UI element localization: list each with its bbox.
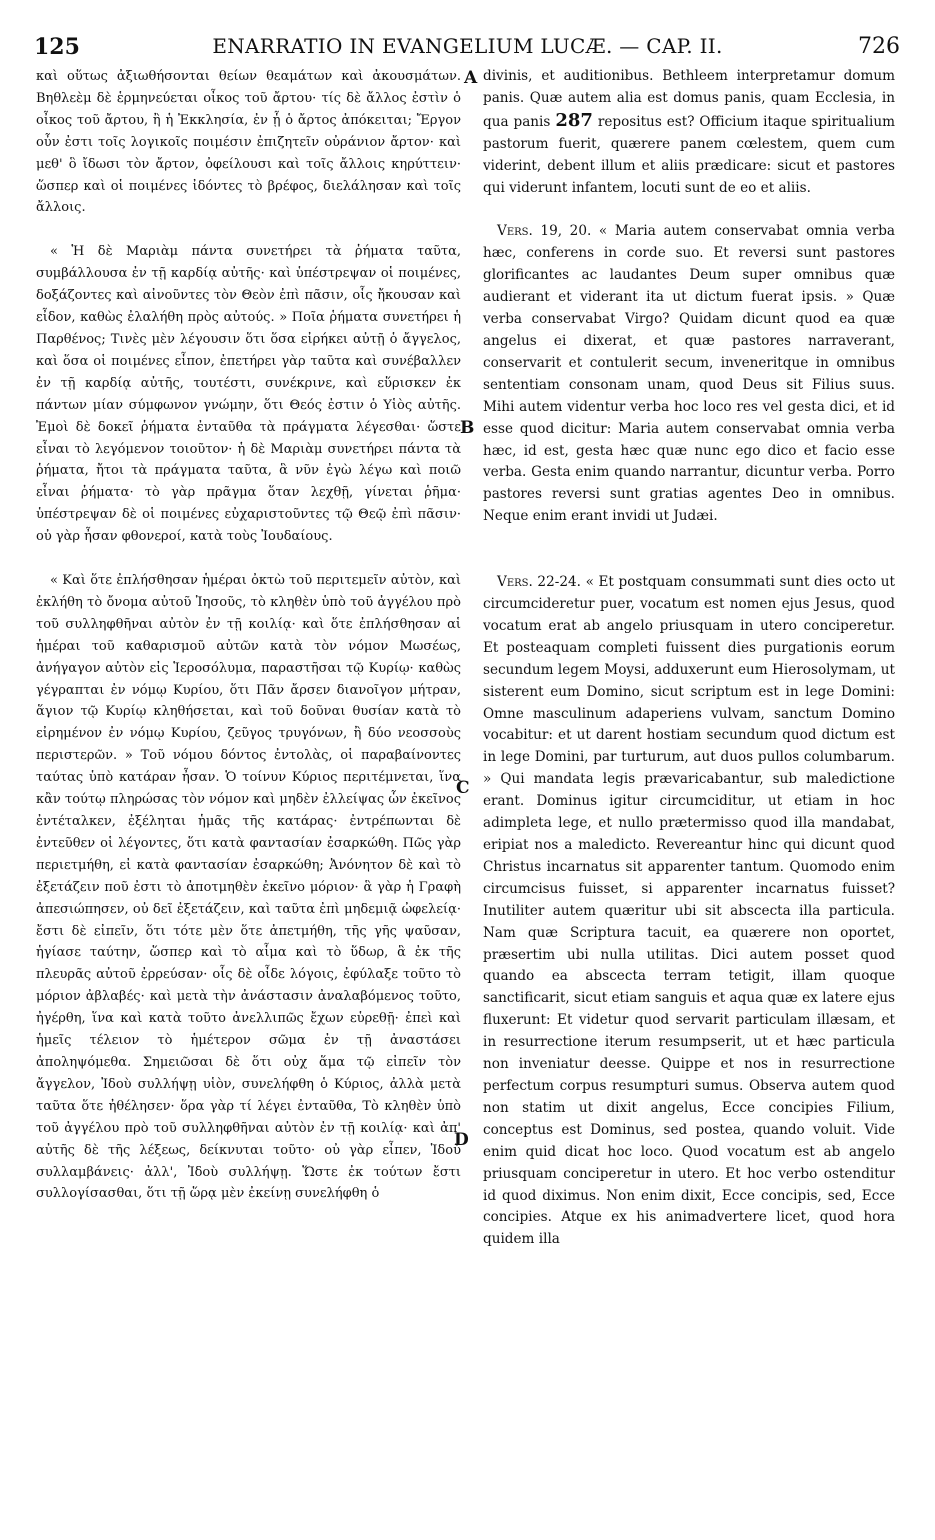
page-number-right: 726 — [858, 34, 900, 59]
latin-paragraph-2-text: « Maria autem conservabat omnia verba hæc, conferens in corde suo. Et reversi sunt pastores glorificantes ac laudantes Deum super omnibus quæ audierant et viderant ita ut dictum fuerat ipsis. » Quæ verba conservabat Virgo? Quidam dicunt quod ea quæ angelus ei dixerat, et quæ pastores narraverant, conservarit et contulerit secum, inveneritque in omnibus sententiam consonam unam, quod Deus sit Filius suus. Mihi autem videntur verba hoc loco res vel gesta dici, et id esse quod dicitur: Maria autem conservabat omnia verba hæc, id est, gesta hæc quæ nunc ego dico et facio esse verba. Gesta enim quando narrantur, dicuntur verba. Porro pastores reversi sunt gratias agentes Deo in omnibus. Neque enim erant invidi ut Judæi. — [483, 223, 895, 525]
column-number: 287 — [555, 109, 593, 131]
latin-paragraph-1 — [483, 66, 895, 199]
section-marker-c: C — [456, 778, 470, 798]
latin-paragraph-3 — [483, 572, 895, 1251]
running-header — [0, 34, 935, 64]
section-marker-d: D — [454, 1130, 469, 1150]
latin-column — [483, 66, 895, 1251]
greek-paragraph-3: « Καὶ ὅτε ἐπλήσθησαν ἡμέραι ὀκτὼ τοῦ περιτεμεῖν αὐτὸν, καὶ ἐκλήθη τὸ ὄνομα αὐτοῦ Ἰησοῦς, τὸ κληθὲν ὑπὸ τοῦ ἀγγέλου πρὸ τοῦ συλληφθῆναι αὐτὸν ἐν τῇ κοιλίᾳ· καὶ ὅτε ἐπλήσθησαν αἱ ἡμέραι τοῦ καθαρισμοῦ αὐτῶν κατὰ τὸν νόμον Μωσέως, ἀνήγαγον αὐτὸν εἰς Ἱεροσόλυμα, παραστῆσαι τῷ Κυρίῳ· καθὼς γέγραπται ἐν νόμῳ Κυρίου, ὅτι Πᾶν ἄρσεν διανοῖγον μήτραν, ἅγιον τῷ Κυρίῳ κληθήσεται, καὶ τοῦ δοῦναι θυσίαν κατὰ τὸ εἰρημένον ἐν νόμῳ Κυρίου, ζεῦγος τρυγόνων, ἢ δύο νεοσσοὺς περιστερῶν. » Τοῦ νόμου δόντος ἐντολὰς, οἱ παραβαίνοντες ταύτας ὑπὸ κατάραν ἦσαν. Ὁ τοίνυν Κύριος περιτέμνεται, ἵνα κἂν τούτῳ πληρώσας τὸν νόμον καὶ μηδὲν ἐλλείψας ὧν ἐκεῖνος ἐντέταλκεν, ἐξέληται ἡμᾶς τῆς κατάρας· ἐντρέπωνται δὲ ἐντεῦθεν οἱ λέγοντες, ὅτι κατὰ φαντασίαν ἐσαρκώθη. Πῶς γὰρ περιετμήθη, εἰ κατὰ φαντασίαν ἐσαρκώθη; Ἀνόνητον δὲ καὶ τὸ ἐξετάζειν ποῦ ἐστι τὸ ἀποτμηθὲν ἐκεῖνο μόριον· ἃ γὰρ ἡ Γραφὴ ἀπεσιώπησεν, οὐ δεῖ ἐξετάζειν, καὶ ταῦτα ἐπὶ μηδεμιᾷ ὠφελείᾳ· ἔστι δὲ εἰπεῖν, ὅτι τότε μὲν ὅτε ἀπετμήθη, τῆς γῆς ψαῦσαν, ἡγίασε ταύτην, ὥσπερ καὶ τὸ αἷμα καὶ τὸ ὕδωρ, ἃ ἐκ τῆς πλευρᾶς αὐτοῦ ἐρρεύσαν· οἷς δὲ οἶδε λόγοις, ἐφύλαξε τοῦτο τὸ μόριον ἀβλαβές· καὶ μετὰ τὴν ἀνάστασιν ἀναλαβόμενος τοῦτο, ἠγέρθη, ἵνα καὶ κατὰ τοῦτο ἀνελλιπῶς ἔχων εὑρεθῇ· ἐπεὶ καὶ ἡμεῖς τέλειον τὸ ἡμέτερον σῶμα ἐν τῇ ἀναστάσει ἀποληψόμεθα. Σημειῶσαι δὲ ὅτι οὐχ ἅμα τῷ εἰπεῖν τὸν ἄγγελον, Ἰδοὺ συλλήψῃ υἱὸν, συνελήφθη ὁ Κύριος, ἀλλὰ μετὰ ταῦτα ὅτε ἠθέλησεν· ὅρα γὰρ τί λέγει ἐνταῦθα, Τὸ κληθὲν ὑπὸ τοῦ ἀγγέλου πρὸ τοῦ συλληφθῆναι αὐτὸν ἐν τῇ κοιλίᾳ· καὶ ἀπ' αὐτῆς δὲ τῆς λέξεως, δείκνυται τοῦτο· οὐ γὰρ εἶπεν, Ἰδοὺ συλλαμβάνεις· ἀλλ', Ἰδοὺ συλλήψῃ. Ὥστε ἐκ τούτων ἔστι συλλογίσασθαι, ὅτι τῇ ὥρᾳ μὲν ἐκείνῃ συνελήφθη ὁ — [36, 573, 461, 1202]
section-marker-b: B — [460, 418, 475, 438]
greek-paragraph-1: καὶ οὕτως ἀξιωθήσονται θείων θεαμάτων καὶ ἀκουσμάτων. Βηθλεὲμ δὲ ἑρμηνεύεται οἶκος τοῦ ἄρτου· τίς δὲ ἄλλος ἐστὶν ὁ οἶκος τοῦ ἄρτου, ἢ ἡ Ἐκκλησία, ἐν ᾗ ὁ ἄρτος ἀπόκειται; Ἔργον οὖν ἐστι τοῖς λογικοῖς ποιμέσιν ἐπιζητεῖν οὐράνιον ἄρτον· καὶ μεθ' ὃ ἴδωσι τὸν ἄρτον, ὀφείλουσι καὶ τοῖς ἄλλοις κηρύττειν· ὥσπερ καὶ οἱ ποιμένες ἰδόντες τὸ βρέφος, διελάλησαν καὶ τοῖς ἄλλοις. — [36, 69, 461, 216]
running-title: ENARRATIO IN EVANGELIUM LUCÆ. — CAP. II. — [212, 34, 723, 58]
section-marker-a: A — [464, 68, 478, 88]
latin-paragraph-2 — [483, 221, 895, 528]
verse-reference-19-20: Vers. 19, 20. — [497, 223, 592, 240]
latin-paragraph-3-text: « Et postquam consummati sunt dies octo ut circumcideretur puer, vocatum est nomen ejus Jesus, quod vocatum erat ab angelo priusquam in utero conciperetur. Et posteaquam completi fuissent dies purgationis eorum secundum legem Moysi, adduxerunt eum Hierosolymam, ut sisterent eum Domino, sicut scriptum est in lege Domini: Omne masculinum adaperiens vulvam, sanctum Domino vocabitur: et ut darent hostiam secundum quod dictum est in lege Domini, par turturum, aut duos pullos columbarum. » Qui mandata legis prævaricabantur, sub maledictione erant. Dominus igitur circumciditur, ut etiam in hoc adimpleta lege, et nullo prætermisso quod illa mandabat, eripiat nos a maledicto. Revereantur hinc qui dicunt quod Christus incarnatus sit apparenter tantum. Quomodo enim circumcisus fuisset, si apparenter incarnatus fuisset? Inutiliter autem quæritur ubi sit abscecta illa particula. Nam quæ Scriptura tacuit, ea quærere non oportet, præsertim ubi nulla utilitas. Dici autem posset quod quando ea abscecta terram tetigit, illam quoque sanctificarit, sicut etiam sanguis et aqua quæ ex latere ejus fluxerunt: Et videtur quod servarit particulam illæsam, et in resurrectione iterum resumpserit, ut et hæc particula non inveniatur deesse. Quippe et nos in resurrectione perfectum corpus resumpturi sumus. Observa autem quod non statim ut dixit angelus, Ecce concipies Filium, conceptus est Dominus, sed postea, quando voluit. Vide enim quid dicat hoc loco. Quod vocatum est ab angelo priusquam conciperetur in utero. Et hoc verbo ostenditur id quod diximus. Non enim dixit, Ecce concipis, sed, Ecce concipies. Atque ex his animadvertere licet, quod hora quidem illa — [483, 574, 896, 1248]
latin-paragraph-1-part-2: repositus est? Officium itaque spiritualium pastorum fuerit, quærere panem cœlestem, quem cum viderint, debent illum et aliis prædicare: sicut et pastores qui viderunt infantem, locuti sunt de eo et aliis. — [483, 113, 895, 196]
greek-paragraph-2: « Ἡ δὲ Μαριὰμ πάντα συνετήρει τὰ ῥήματα ταῦτα, συμβάλλουσα ἐν τῇ καρδίᾳ αὐτῆς· καὶ ὑπέστρεψαν οἱ ποιμένες, δοξάζοντες καὶ αἰνοῦντες τὸν Θεὸν ἐπὶ πᾶσιν, οἷς ἤκουσαν καὶ εἶδον, καθὼς ἐλαλήθη πρὸς αὐτούς. » Ποῖα ῥήματα συνετήρει ἡ Παρθένος; Τινὲς μὲν λέγουσιν ὅτι ὅσα εἰρήκει αὐτῇ ὁ ἄγγελος, καὶ ὅσα οἱ ποιμένες εἶπον, ἐπετήρει γὰρ ταῦτα καὶ συνέβαλλεν ἐν τῇ καρδίᾳ αὐτῆς, τουτέστι, συνέκρινε, καὶ εὕρισκεν ἐκ πάντων μίαν σύμφωνον γνώμην, ὅτι Θεός ἐστιν ὁ Υἱὸς αὐτῆς. Ἐμοὶ δὲ δοκεῖ ῥήματα ἐνταῦθα τὰ πράγματα λέγεσθαι· ὥστε εἶναι τὸ λεγόμενον τοιοῦτον· ἡ δὲ Μαριὰμ συνετήρει πάντα τὰ ῥήματα, ἤτοι τὰ πράγματα ταῦτα, ἃ νῦν ἐγὼ λέγω καὶ ποιῶ εἶναι ῥήματα· τὸ γὰρ πρᾶγμα ὅταν λεχθῇ, γίνεται ῥῆμα· ὑπέστρεψαν δὲ οἱ ποιμένες εὐχαριστοῦντες τῷ Θεῷ ἐπὶ πᾶσιν· οὐ γὰρ ἦσαν φθονεροί, κατὰ τοὺς Ἰουδαίους. — [36, 244, 461, 545]
verse-reference-22-24: Vers. 22-24. — [497, 574, 581, 591]
greek-column — [36, 66, 461, 1205]
latin-paragraph-1-part-1: divinis, et auditionibus. Bethleem interpretamur domum panis. Quæ autem alia est domus panis, quam Ecclesia, in qua panis — [483, 68, 895, 130]
page-number-left: 125 — [34, 34, 80, 60]
